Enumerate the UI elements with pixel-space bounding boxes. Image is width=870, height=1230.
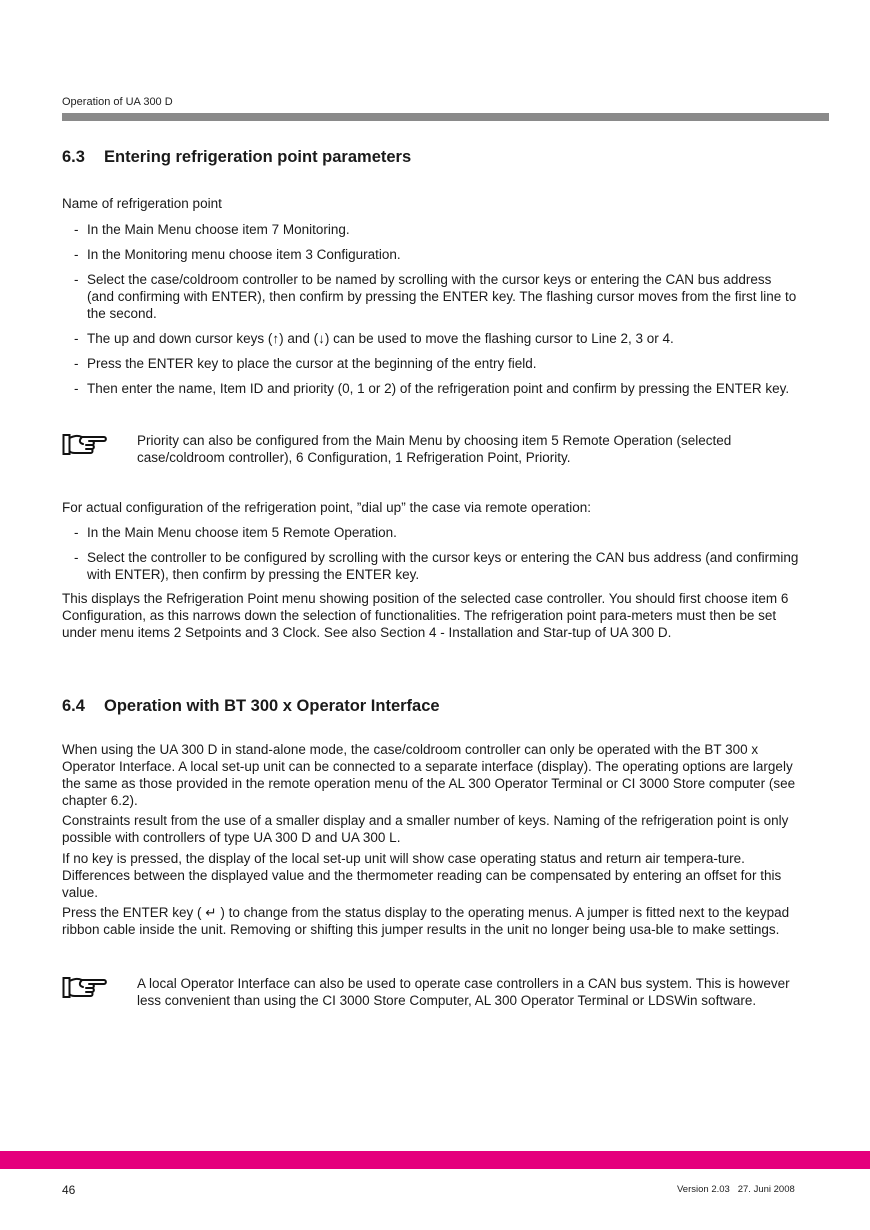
section-number: 6.4 <box>62 697 85 715</box>
section-title: Operation with BT 300 x Operator Interface <box>104 697 440 715</box>
footer-accent-bar <box>0 1151 870 1169</box>
section-title: Entering refrigeration point parameters <box>104 148 412 166</box>
naming-steps-list <box>62 221 802 397</box>
note-priority: Priority can also be configured from the Main Menu by choosing item 5 Remote Operation (selected case/coldroom controller), 6 Configuration, 1 Refrigeration Point, Priority. <box>137 433 732 465</box>
footer-version: Version 2.03 27. Juni 2008 <box>677 1184 795 1195</box>
list-item: - The up and down cursor keys (↑) and (↓) can be used to move the flashing cursor to Line 2, 3 or 4. <box>62 330 802 347</box>
section-number: 6.3 <box>62 148 85 166</box>
list-item: - Then enter the name, Item ID and priority (0, 1 or 2) of the refrigeration point and confirm by pressing the ENTER key. <box>62 380 802 397</box>
pointing-hand-icon <box>62 432 108 458</box>
page-number: 46 <box>62 1183 76 1197</box>
intro-paragraph: Name of refrigeration point <box>62 196 222 211</box>
paragraph-standalone-mode: When using the UA 300 D in stand-alone mode, the case/coldroom controller can only be operated with the BT 300 x Operator Interface. A local set-up unit can be connected to a separate interface (display). The operating options are largely the same as those provided in the remote operation menu of the AL 300 Operator Terminal or CI 3000 Store computer (see chapter 6.2). <box>62 742 796 808</box>
config-paragraph: This displays the Refrigeration Point menu showing position of the selected case controller. You should first choose item 6 Configuration, as this narrows down the selection of functionalities. The refrigeration point para-meters must then be set under menu items 2 Setpoints and 3 Clock. See also Section 4 - Installation and Star-tup of UA 300 D. <box>62 591 789 640</box>
config-intro-paragraph: For actual configuration of the refrigeration point, ”dial up” the case via remote operation: <box>62 500 592 515</box>
config-steps-list <box>62 524 802 583</box>
running-header: Operation of UA 300 D <box>62 96 173 108</box>
section-heading-6-3 <box>62 148 411 167</box>
paragraph-status-display: If no key is pressed, the display of the local set-up unit will show case operating status and return air tempera-ture. Differences between the displayed value and the thermometer reading can be compensated by entering an offset for this value. <box>62 851 782 900</box>
list-item: - In the Main Menu choose item 5 Remote Operation. <box>62 524 802 541</box>
list-item: - Select the case/coldroom controller to be named by scrolling with the cursor keys or entering the CAN bus address (and confirming with ENTER), then confirm by pressing the ENTER key. The flashing cursor moves from the first line to the second. <box>62 271 802 322</box>
note-can-bus: A local Operator Interface can also be used to operate case controllers in a CAN bus system. This is however less convenient than using the CI 3000 Store Computer, AL 300 Operator Terminal or LDSWin software. <box>137 976 790 1008</box>
pointing-hand-icon <box>62 975 108 1001</box>
list-item: - Press the ENTER key to place the cursor at the beginning of the entry field. <box>62 355 802 372</box>
paragraph-enter-key: Press the ENTER key ( ↵ ) to change from the status display to the operating menus. A jumper is fitted next to the keypad ribbon cable inside the unit. Removing or shifting this jumper results in the unit no longer being usa-ble to make settings. <box>62 905 790 937</box>
paragraph-constraints: Constraints result from the use of a smaller display and a smaller number of keys. Naming of the refrigeration point is only possible with controllers of type UA 300 D and UA 300 L. <box>62 813 789 845</box>
list-item: - Select the controller to be configured by scrolling with the cursor keys or entering the CAN bus address (and confirming with ENTER), then confirm by pressing the ENTER key. <box>62 549 802 583</box>
header-rule <box>62 113 829 121</box>
list-item: - In the Monitoring menu choose item 3 Configuration. <box>62 246 802 263</box>
list-item: - In the Main Menu choose item 7 Monitoring. <box>62 221 802 238</box>
section-heading-6-4 <box>62 697 440 716</box>
